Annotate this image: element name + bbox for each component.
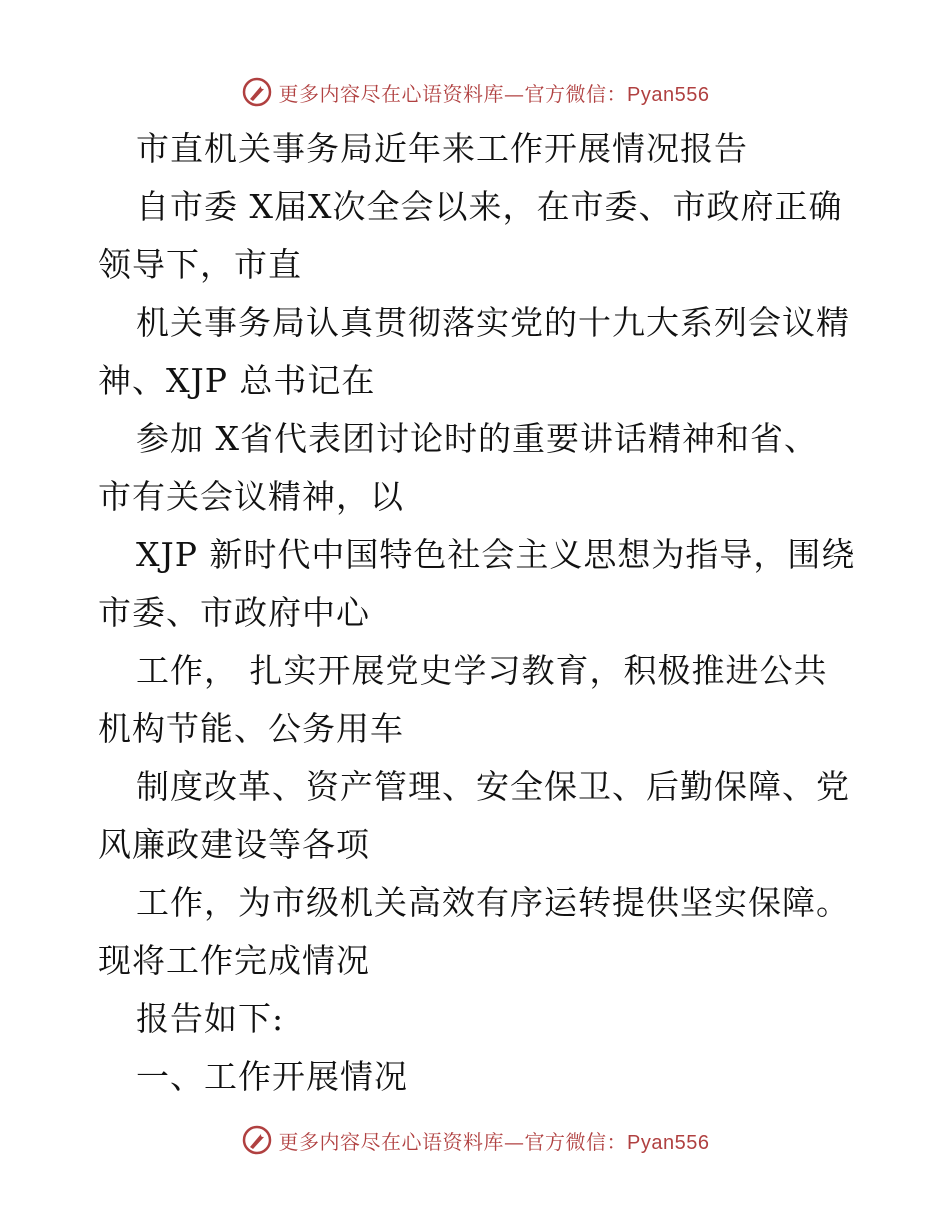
- document-line: 市委、市政府中心: [98, 593, 370, 632]
- document-line: 工作， 扎实开展党史学习教育，积极推进公共: [136, 651, 828, 690]
- watermark-wechat-text: 官方微信：Pyan556: [524, 83, 710, 106]
- document-line: 机关事务局认真贯彻落实党的十九大系列会议精: [136, 303, 850, 342]
- pen-circle-logo-icon: [241, 1124, 273, 1156]
- watermark-dash: —: [504, 81, 525, 106]
- document-line: 风廉政建设等各项: [98, 825, 370, 864]
- document-line: 参加 X省代表团讨论时的重要讲话精神和省、: [136, 419, 818, 458]
- document-line: 市直机关事务局近年来工作开展情况报告: [136, 129, 748, 168]
- watermark-site-text: 更多内容尽在心语资料库: [278, 81, 505, 106]
- document-line: 市有关会议精神，以: [98, 477, 404, 516]
- footer-watermark: [0, 1120, 950, 1160]
- document-line: 神、XJP 总书记在: [98, 361, 376, 400]
- header-watermark: [0, 72, 950, 112]
- document-line: 领导下，市直: [98, 245, 302, 284]
- watermark-text: [279, 78, 710, 107]
- document-line: 报告如下:: [136, 999, 285, 1038]
- watermark-text: [279, 1126, 710, 1155]
- document-line: 自市委 X届X次全会以来，在市委、市政府正确: [136, 187, 843, 226]
- document-line: XJP 新时代中国特色社会主义思想为指导，围绕: [136, 535, 856, 574]
- pen-circle-logo-icon: [241, 76, 273, 108]
- watermark-dash: —: [504, 1129, 525, 1154]
- document-line: 一、工作开展情况: [136, 1057, 408, 1096]
- document-line: 机构节能、公务用车: [98, 709, 404, 748]
- document-line: 工作，为市级机关高效有序运转提供坚实保障。: [136, 883, 850, 922]
- watermark-site-text: 更多内容尽在心语资料库: [278, 1129, 505, 1154]
- document-body: [98, 120, 858, 1106]
- watermark-wechat-text: 官方微信：Pyan556: [524, 1131, 710, 1154]
- document-line: 现将工作完成情况: [98, 941, 370, 980]
- document-line: 制度改革、资产管理、安全保卫、后勤保障、党: [136, 767, 850, 806]
